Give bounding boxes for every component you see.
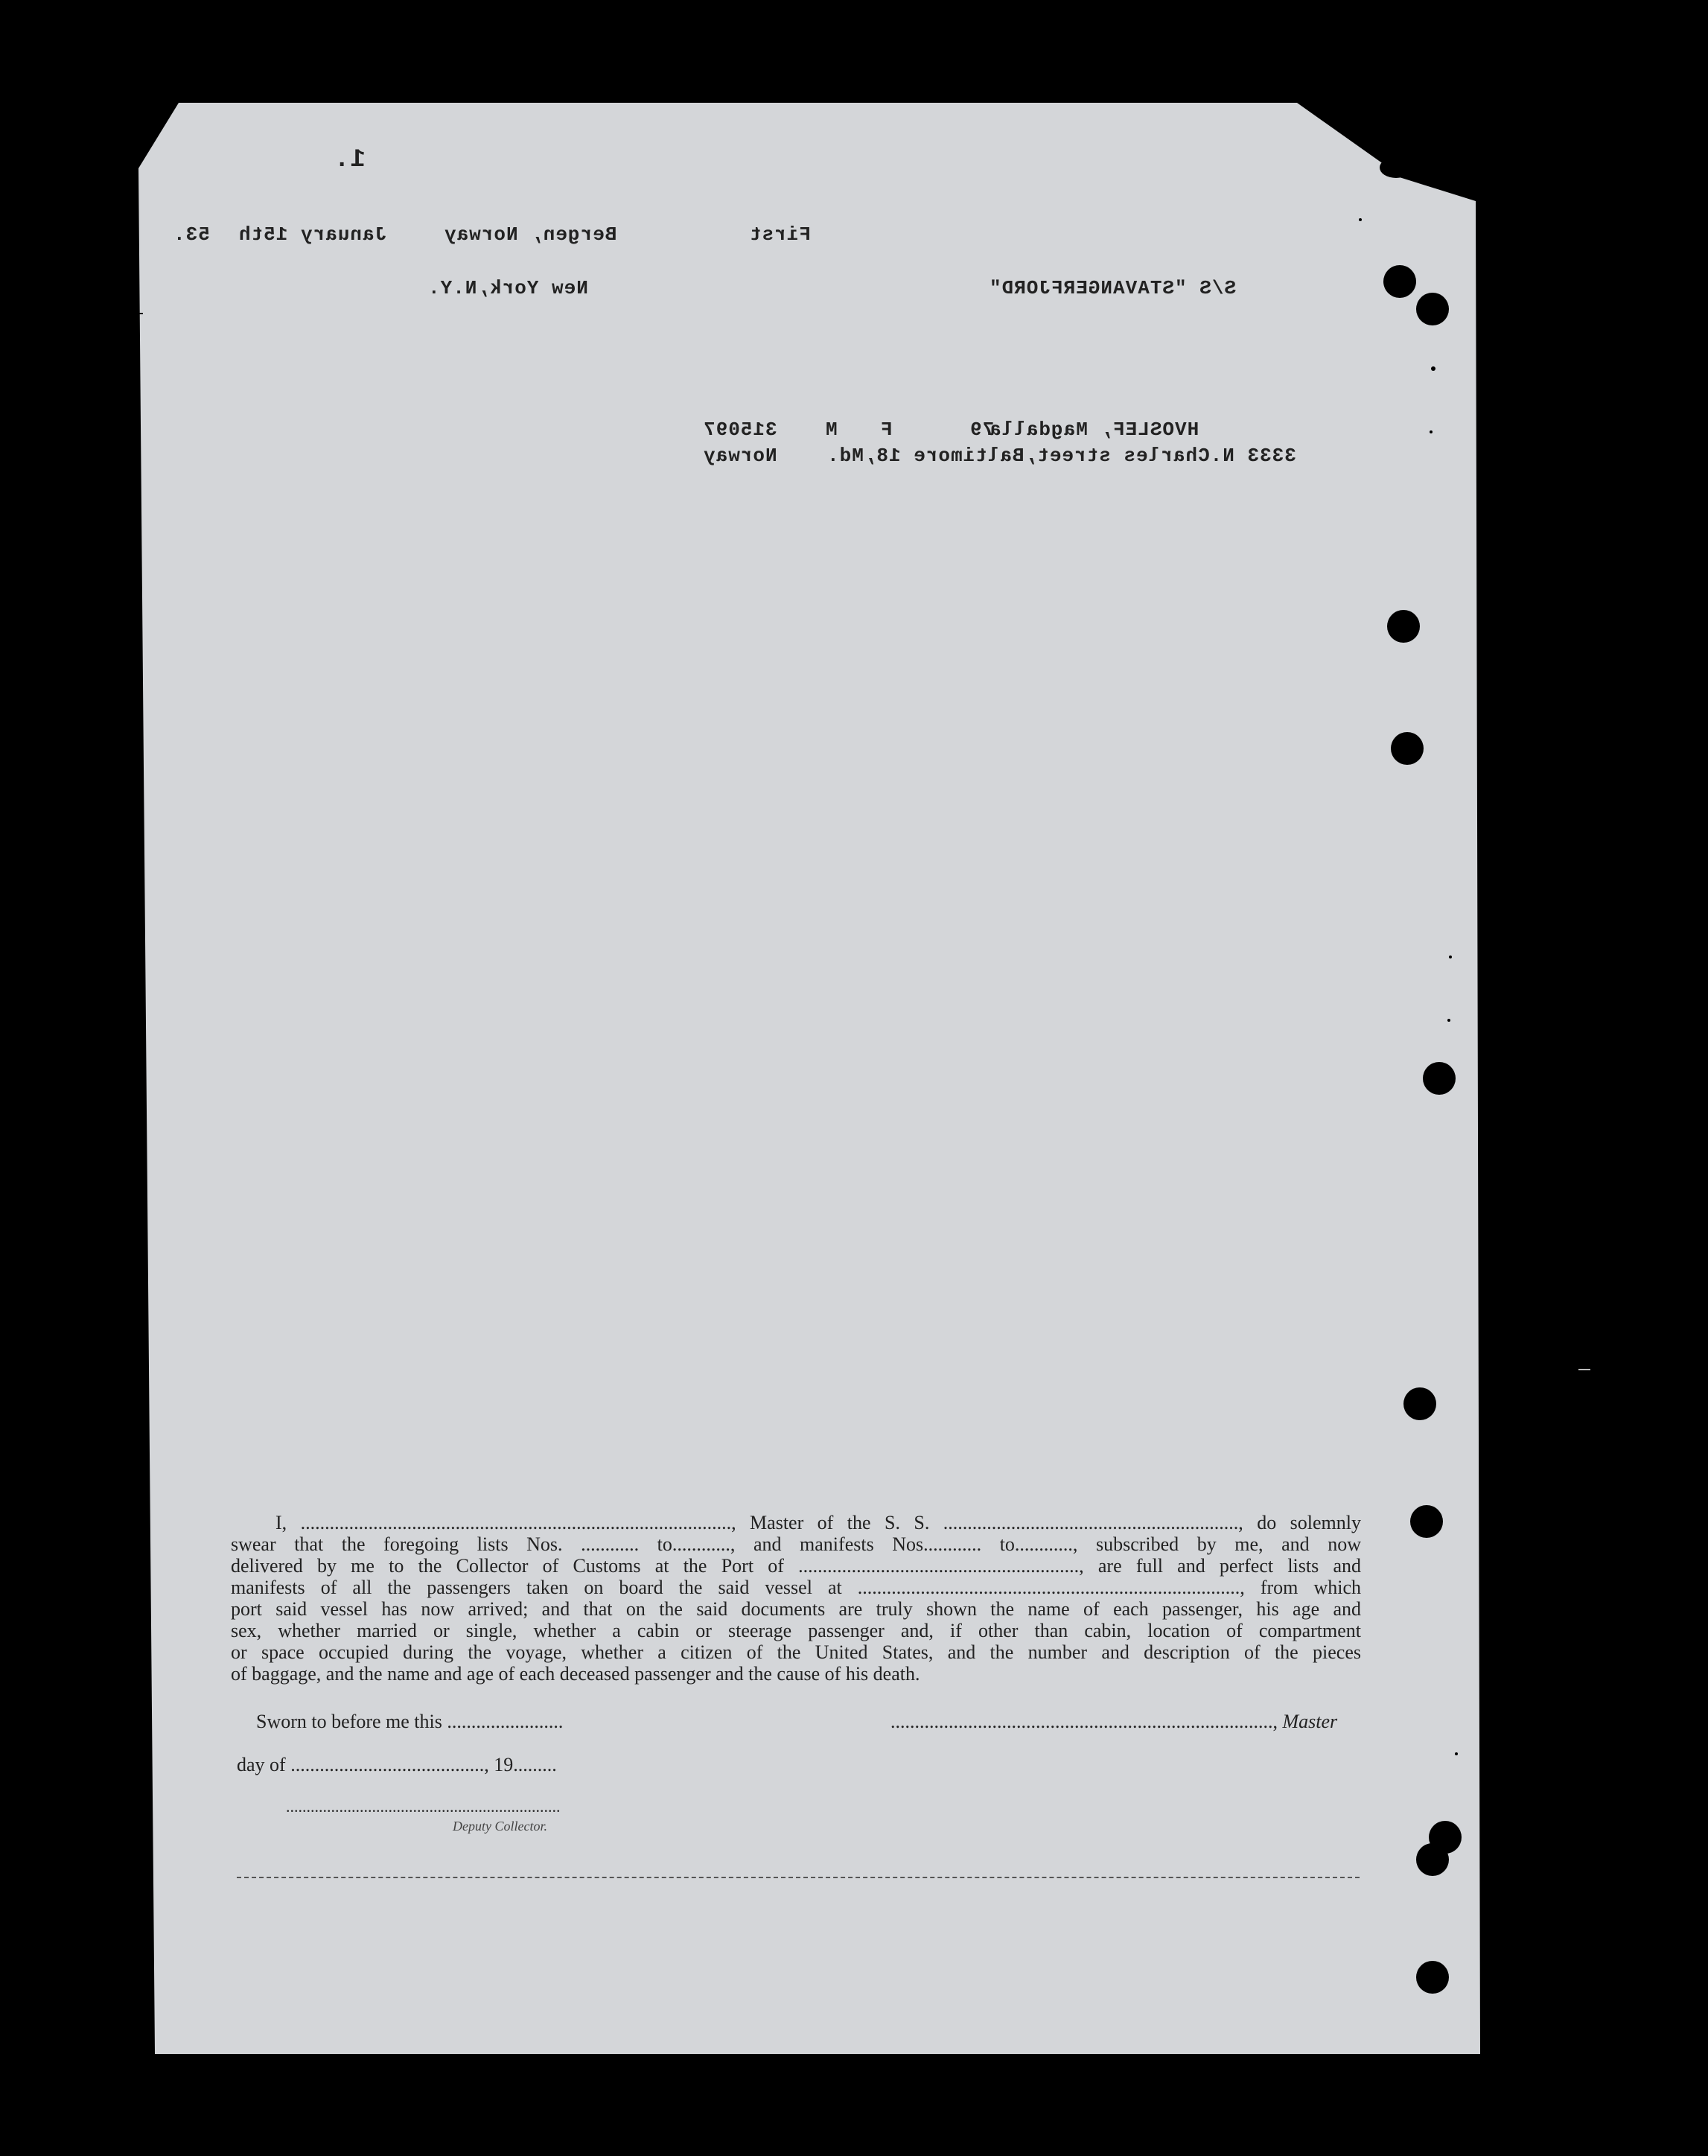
oath-line: of baggage, and the name and age of each deceased passenger and the cause of his death.: [231, 1663, 920, 1685]
punch-hole: [1403, 1387, 1436, 1420]
punch-hole: [1416, 293, 1449, 325]
passenger-nationality: Norway: [703, 445, 777, 467]
oath-line: or space occupied during the voyage, whether a citizen of the United States, and the number and description of the pieces: [231, 1641, 1361, 1663]
speck: [1455, 1752, 1458, 1755]
master-oath: [231, 1512, 1361, 1685]
oath-line: manifests of all the passengers taken on board the said vessel at ..............................................................................., from which: [231, 1577, 1361, 1598]
passenger-marital: M: [825, 419, 838, 441]
master-label: Master: [1282, 1711, 1338, 1732]
departure-date: January 15th: [238, 223, 387, 246]
punch-hole: [1416, 1843, 1449, 1876]
departure-port: Bergen, Norway: [444, 223, 617, 246]
page-number: 1.: [334, 146, 366, 174]
day-label: day of ........................................, 19.........: [237, 1754, 557, 1775]
punch-hole: [1423, 1062, 1456, 1095]
speck: [1449, 955, 1452, 958]
oath-line: port said vessel has now arrived; and that on the said documents are truly shown the name of each passenger, his age and: [231, 1598, 1361, 1620]
passenger-address: 3333 N.Charles street,Baltimore 18,Md.: [826, 445, 1296, 467]
oath-line: sex, whether married or single, whether a cabin or steerage passenger and, if other than cabin, location of compartment: [231, 1620, 1361, 1641]
master-signature: [890, 1711, 1337, 1733]
passenger-age: 79: [969, 419, 995, 441]
corner-tear: [1380, 157, 1412, 178]
punch-hole: [1387, 610, 1420, 643]
punch-hole: [1410, 1505, 1443, 1538]
oath-line: swear that the foregoing lists Nos. ............ to............, and manifests Nos............ to............, subscribed by me, and now: [231, 1533, 1361, 1555]
departure-year: 53.: [173, 223, 210, 246]
passenger-number: 315097: [703, 419, 777, 441]
passenger-sex: F: [880, 419, 893, 441]
punch-hole: [1416, 1961, 1449, 1994]
vessel-name: S/S "STAVANGERFJORD": [989, 277, 1237, 299]
bottom-rule: [237, 1877, 1360, 1878]
oath-line: delivered by me to the Collector of Customs at the Port of .........................................................., are full and perfect lists and: [231, 1555, 1361, 1577]
sworn-label: Sworn to before me this ........................: [256, 1711, 564, 1732]
collector-label: Deputy Collector.: [453, 1819, 547, 1834]
master-signature-dots: ...............................................................................,: [890, 1711, 1283, 1732]
oath-line: I, ........................................................................................., Master of the S. S. ............................................................., do solemnly: [275, 1512, 1361, 1533]
class-field: First: [749, 223, 812, 246]
speck: [1430, 430, 1433, 433]
speck: [138, 313, 143, 314]
speck: [1431, 366, 1435, 371]
punch-hole: [1391, 732, 1424, 765]
speck: [1578, 1369, 1590, 1370]
arrival-port: New York,N.Y.: [427, 277, 588, 299]
passenger-name: HVOSLEF, Magdalla: [989, 419, 1199, 441]
speck: [1447, 1019, 1450, 1022]
collector-signature-dots: ...................................................................: [286, 1797, 561, 1816]
speck: [1359, 218, 1362, 221]
punch-hole: [1383, 265, 1416, 298]
